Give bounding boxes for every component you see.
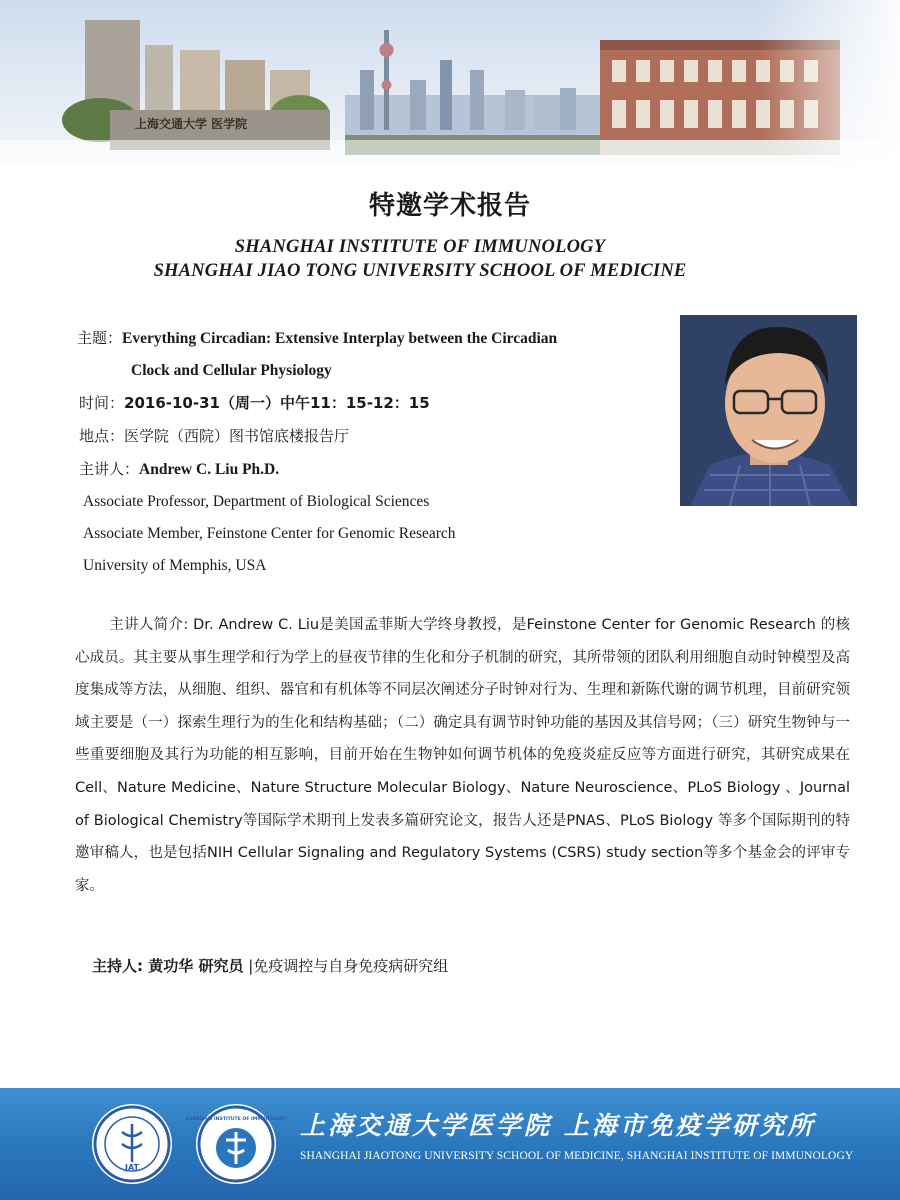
time-value: 2016-10-31（周一）中午11：15-12：15 bbox=[124, 394, 430, 412]
logo2-text: SHANGHAI INSTITUTE OF IMMUNOLOGY bbox=[184, 1117, 288, 1122]
topic-label: 主题： bbox=[77, 329, 123, 347]
place-row bbox=[77, 420, 647, 453]
sjtu-medicine-logo bbox=[92, 1104, 172, 1184]
institution-line-2: SHANGHAI JIAO TONG UNIVERSITY SCHOOL OF MEDICINE bbox=[153, 261, 687, 281]
page-title: 特邀学术报告 bbox=[368, 191, 531, 221]
place-value: 医学院（西院）图书馆底楼报告厅 bbox=[124, 427, 350, 445]
gate-sign: 上海交通大学 医学院 bbox=[135, 117, 248, 131]
topic-line-2: Clock and Cellular Physiology bbox=[131, 362, 332, 379]
affiliation-line-1: Associate Professor, Department of Biological Sciences bbox=[83, 493, 430, 510]
footer-chinese-name: 上海交通大学医学院 上海市免疫学研究所 bbox=[300, 1111, 816, 1140]
host-label: 主持人: bbox=[92, 957, 149, 975]
speaker-row bbox=[77, 453, 647, 486]
header-banner bbox=[0, 0, 900, 165]
topic-row bbox=[77, 322, 647, 355]
speaker-label: 主讲人： bbox=[79, 460, 140, 478]
host-group: |免疫调控与自身免疫病研究组 bbox=[243, 957, 449, 975]
affiliation-line-3: University of Memphis, USA bbox=[83, 557, 267, 574]
speaker-photo bbox=[680, 315, 857, 506]
institution-line-1: SHANGHAI INSTITUTE OF IMMUNOLOGY bbox=[234, 237, 606, 257]
topic-line-1: Everything Circadian: Extensive Interplay between the Circadian bbox=[122, 330, 558, 347]
time-label: 时间： bbox=[79, 394, 125, 412]
host-name: 黄功华 研究员 bbox=[148, 957, 244, 975]
immunology-institute-logo bbox=[184, 1104, 288, 1184]
affiliation-line-2: Associate Member, Feinstone Center for Genomic Research bbox=[83, 525, 456, 542]
talk-info bbox=[77, 322, 647, 582]
place-label: 地点： bbox=[79, 427, 125, 445]
footer-english-name: SHANGHAI JIAOTONG UNIVERSITY SCHOOL OF MEDICINE, SHANGHAI INSTITUTE OF IMMUNOLOGY bbox=[300, 1150, 854, 1162]
host-line bbox=[92, 955, 448, 976]
bio-text: : Dr. Andrew C. Liu是美国孟菲斯大学终身教授，是Feinstone Center for Genomic Research 的核心成员。其主要从事生理学和行为学上的昼夜节律的生化和分子机制的研究，其所带领的团队利用细胞自动时钟模型及高度集成等方法，从细胞、组织、器官和有机体等不同层次阐述分子时钟对行为、生理和新陈代谢的调节机理，目前研究领域主要是（一）探索生理行为的生化和结构基础；（二）确定具有调节时钟功能的基因及其信号网；（三）研究生物钟与一些重要细胞及其行为功能的相互影响，目前开始在生物钟如何调节机体的免疫炎症反应等方面进行研究，其研究成果在Cell、Nature Medicine、Nature Structure Molecular Biology、Nature Neuroscience、PLoS Biology 、Journal of Biological Chemistry等国际学术期刊上发表多篇研究论文，报告人还是PNAS、PLoS Biology 等多个国际期刊的特邀审稿人，也是包括NIH Cellular Signaling and Regulatory Systems (CSRS) study section等多个基金会的评审专家。 bbox=[75, 617, 851, 894]
skyline-collage-image bbox=[0, 0, 900, 165]
speaker-name: Andrew C. Liu Ph.D. bbox=[139, 461, 280, 478]
speaker-bio bbox=[75, 609, 850, 902]
footer-banner bbox=[0, 1088, 900, 1200]
time-row bbox=[77, 387, 647, 420]
bio-label: 主讲人简介 bbox=[109, 617, 184, 633]
logo1-text: JAT bbox=[124, 1163, 140, 1172]
